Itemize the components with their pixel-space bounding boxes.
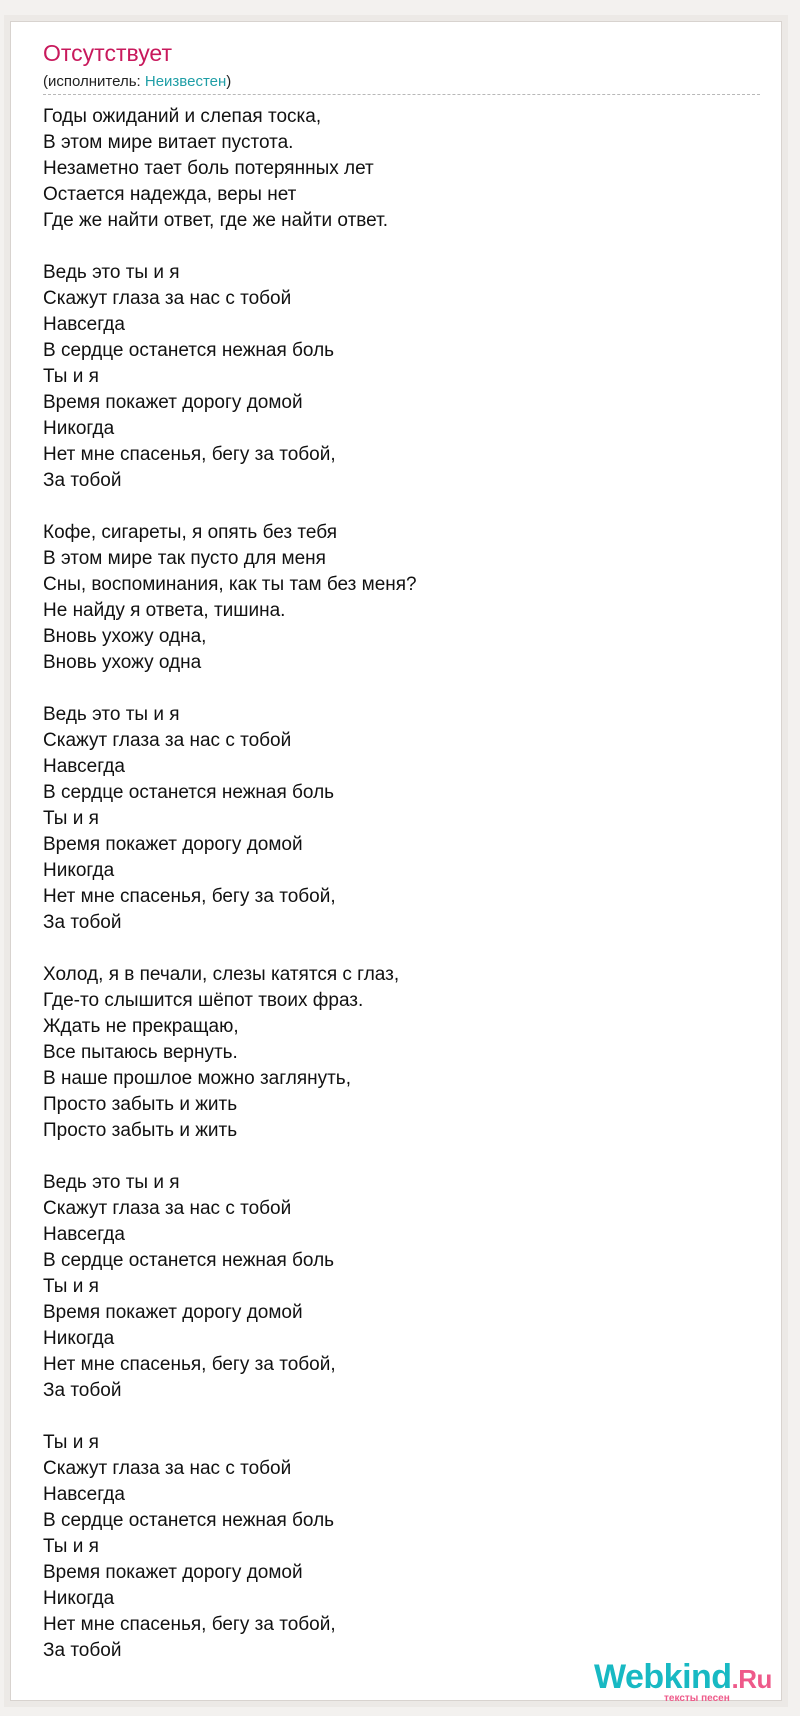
lyric-line: Навсегда <box>43 1484 125 1505</box>
lyric-line: Кофе, сигареты, я опять без тебя <box>43 522 337 543</box>
lyric-line: Ждать не прекращаю, <box>43 1016 239 1037</box>
watermark-tagline: тексты песен <box>664 1693 730 1704</box>
lyric-line: За тобой <box>43 912 122 933</box>
lyric-line: За тобой <box>43 1640 122 1661</box>
lyrics-text <box>43 104 753 1664</box>
artist-line <box>43 74 231 89</box>
lyric-line: Ты и я <box>43 1276 99 1297</box>
lyric-line: В этом мире так пусто для меня <box>43 548 326 569</box>
song-title: Отсутствует <box>43 40 172 66</box>
lyric-line: Ведь это ты и я <box>43 704 180 725</box>
lyric-line: Время покажет дорогу домой <box>43 834 303 855</box>
lyric-line: Сны, воспоминания, как ты там без меня? <box>43 574 417 595</box>
lyric-line: Просто забыть и жить <box>43 1094 238 1115</box>
lyric-line: Просто забыть и жить <box>43 1120 238 1141</box>
lyric-line: Ведь это ты и я <box>43 262 180 283</box>
lyric-line: Навсегда <box>43 314 125 335</box>
lyric-line: Нет мне спасенья, бегу за тобой, <box>43 886 336 907</box>
lyric-line: Не найду я ответа, тишина. <box>43 600 286 621</box>
lyric-line: Время покажет дорогу домой <box>43 392 303 413</box>
lyric-line: Никогда <box>43 1588 115 1609</box>
lyric-line: Время покажет дорогу домой <box>43 1562 303 1583</box>
artist-link[interactable]: Неизвестен <box>144 73 227 90</box>
lyric-line: Ты и я <box>43 808 99 829</box>
lyric-line: Ты и я <box>43 366 99 387</box>
lyric-line: В сердце останется нежная боль <box>43 1250 335 1271</box>
lyric-line: Никогда <box>43 860 115 881</box>
lyric-line: В сердце останется нежная боль <box>43 782 335 803</box>
watermark-tld: .Ru <box>731 1664 772 1694</box>
lyric-line: В сердце останется нежная боль <box>43 1510 335 1531</box>
site-watermark <box>584 1660 784 1710</box>
lyric-line: Все пытаюсь вернуть. <box>43 1042 238 1063</box>
lyric-line: Скажут глаза за нас с тобой <box>43 288 292 309</box>
lyric-line: В наше прошлое можно заглянуть, <box>43 1068 351 1089</box>
divider <box>43 94 760 95</box>
lyric-line: Ты и я <box>43 1432 99 1453</box>
lyric-line: Скажут глаза за нас с тобой <box>43 1458 292 1479</box>
lyric-line: Время покажет дорогу домой <box>43 1302 303 1323</box>
lyric-line: Ты и я <box>43 1536 99 1557</box>
lyric-line: Остается надежда, веры нет <box>43 184 297 205</box>
lyric-line: Навсегда <box>43 756 125 777</box>
watermark-logo <box>594 1660 772 1694</box>
stanza-break <box>43 494 753 520</box>
lyric-line: За тобой <box>43 1380 122 1401</box>
lyric-line: Нет мне спасенья, бегу за тобой, <box>43 1614 336 1635</box>
stanza-break <box>43 1144 753 1170</box>
lyric-line: Нет мне спасенья, бегу за тобой, <box>43 1354 336 1375</box>
stanza-break <box>43 234 753 260</box>
stanza-break <box>43 676 753 702</box>
artist-prefix: (исполнитель: <box>43 73 145 90</box>
lyric-line: Вновь ухожу одна, <box>43 626 207 647</box>
lyric-line: Навсегда <box>43 1224 125 1245</box>
lyric-line: Холод, я в печали, слезы катятся с глаз, <box>43 964 400 985</box>
stanza-break <box>43 936 753 962</box>
lyric-line: В этом мире витает пустота. <box>43 132 294 153</box>
lyric-line: Где же найти ответ, где же найти ответ. <box>43 210 388 231</box>
lyric-line: Никогда <box>43 1328 115 1349</box>
lyric-line: Скажут глаза за нас с тобой <box>43 730 292 751</box>
lyric-line: Скажут глаза за нас с тобой <box>43 1198 292 1219</box>
lyric-line: Никогда <box>43 418 115 439</box>
lyric-line: Нет мне спасенья, бегу за тобой, <box>43 444 336 465</box>
artist-suffix: ) <box>226 73 232 90</box>
lyrics-card <box>10 21 782 1704</box>
lyric-line: Вновь ухожу одна <box>43 652 202 673</box>
lyric-line: Незаметно тает боль потерянных лет <box>43 158 374 179</box>
lyric-line: Ведь это ты и я <box>43 1172 180 1193</box>
watermark-brand: Webkind <box>594 1658 732 1696</box>
lyric-line: Годы ожиданий и слепая тоска, <box>43 106 322 127</box>
stanza-break <box>43 1404 753 1430</box>
lyric-line: В сердце останется нежная боль <box>43 340 335 361</box>
lyric-line: Где-то слышится шёпот твоих фраз. <box>43 990 364 1011</box>
lyric-line: За тобой <box>43 470 122 491</box>
